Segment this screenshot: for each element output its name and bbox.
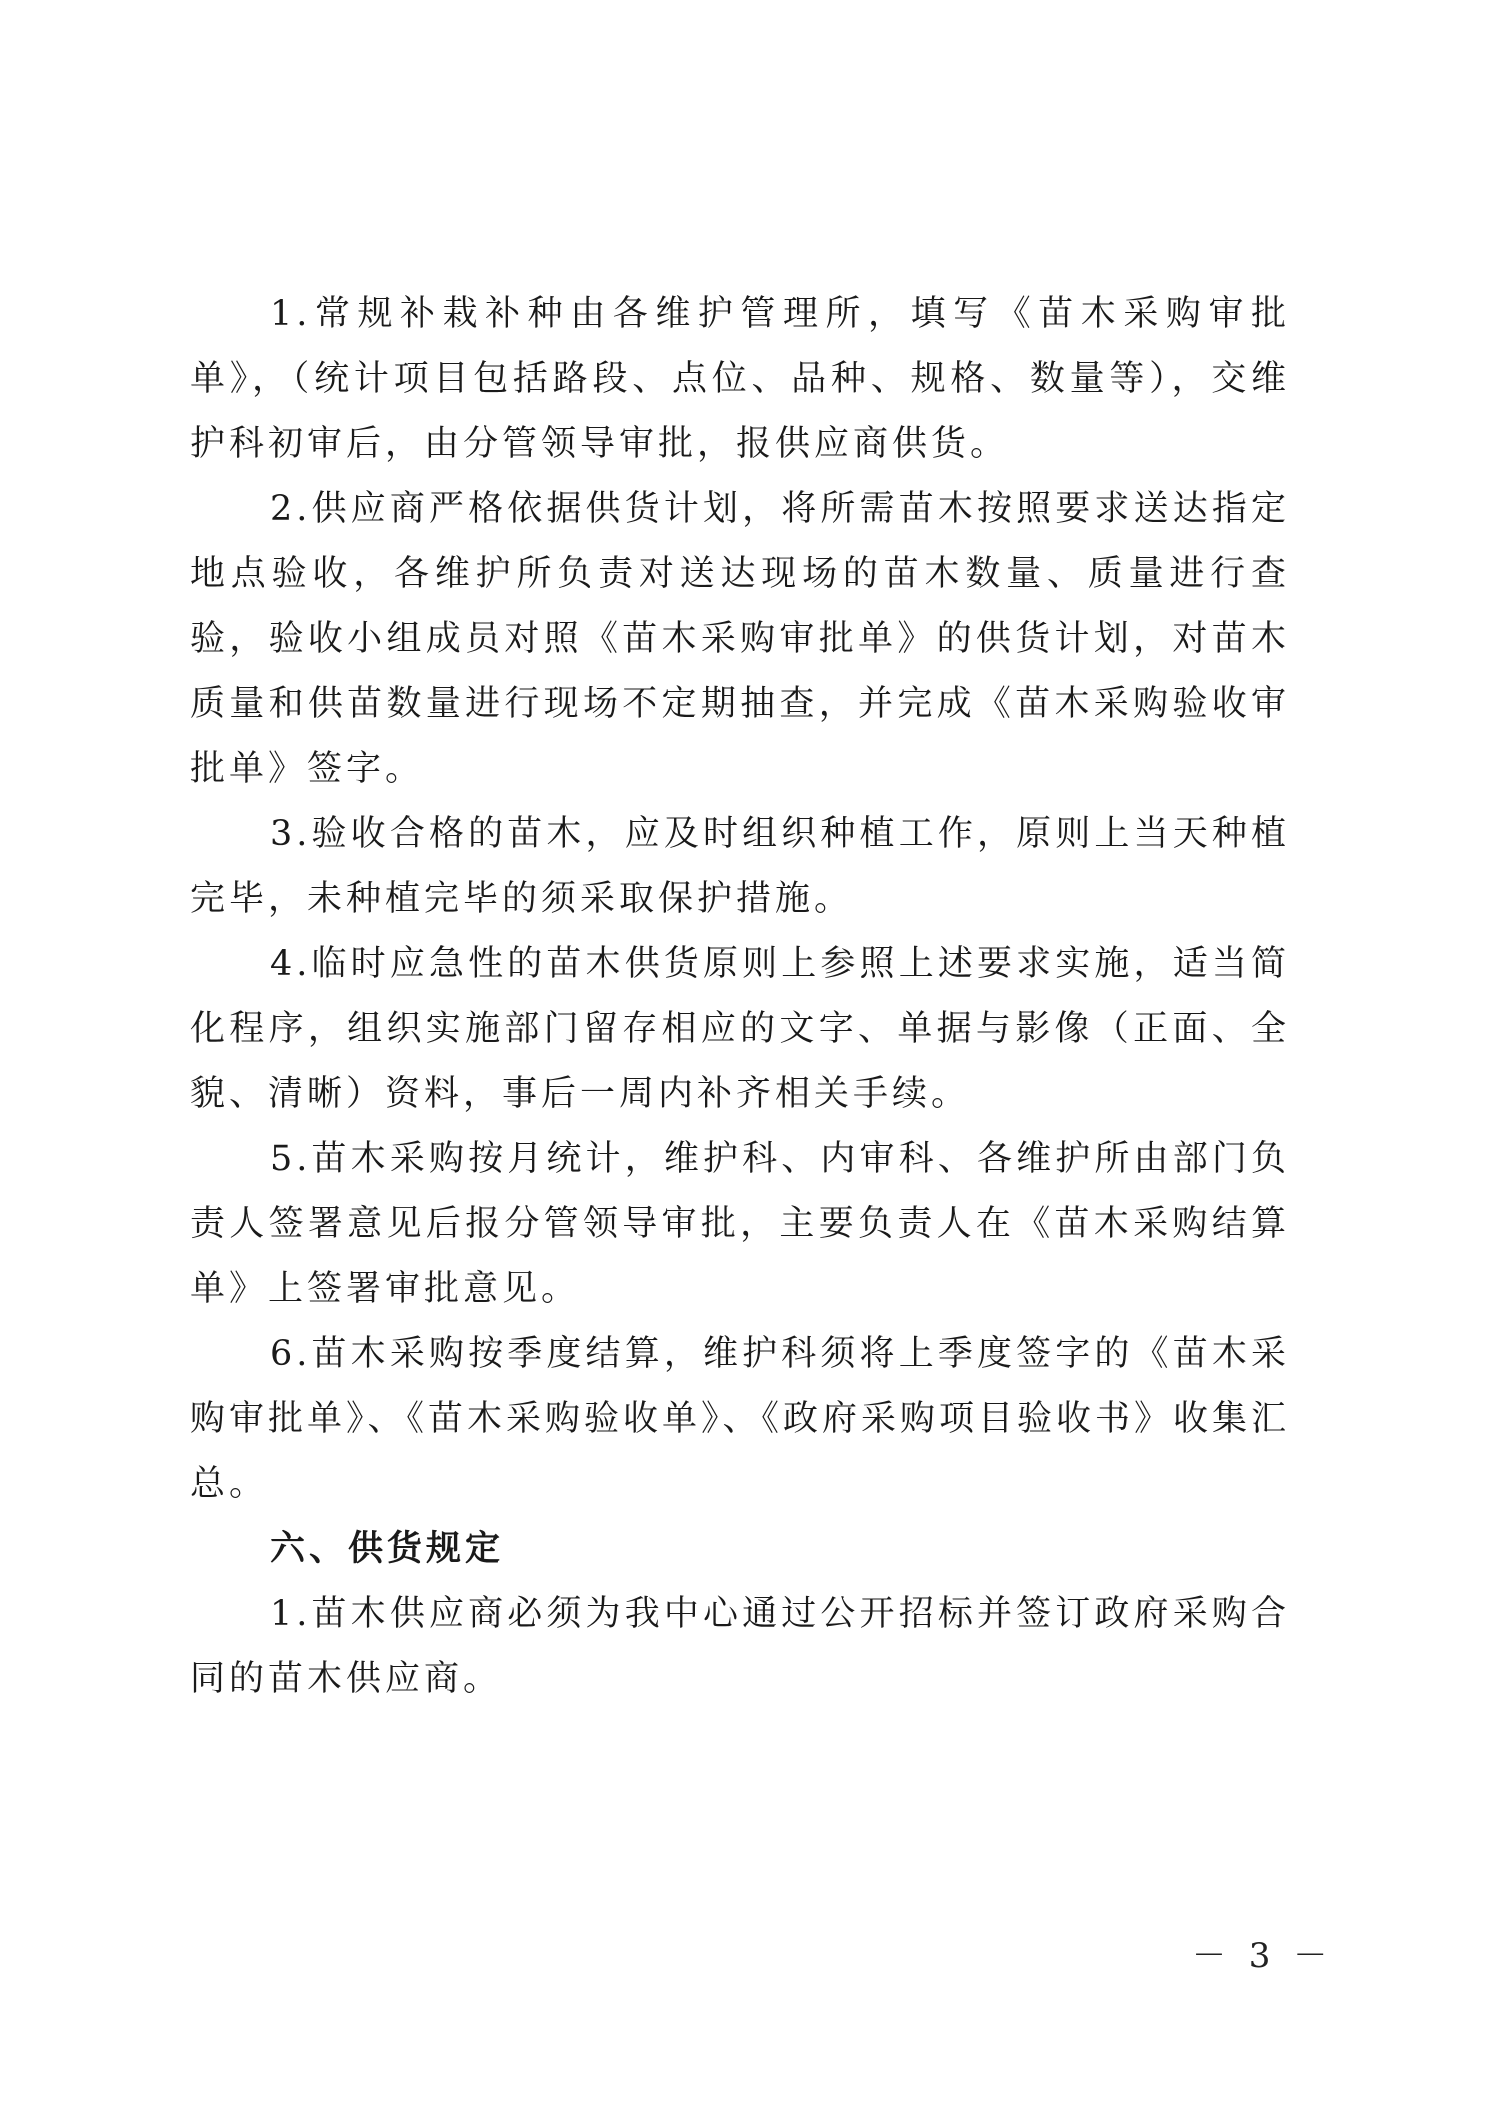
document-body [190,282,1290,1712]
paragraph-6: 6.苗木采购按季度结算，维护科须将上季度签字的《苗木采购审批单》、《苗木采购验收单》、《政府采购项目验收书》收集汇总。 [190,1334,1291,1504]
paragraph-3: 3.验收合格的苗木，应及时组织种植工作，原则上当天种植完毕，未种植完毕的须采取保护措施。 [190,814,1290,919]
paragraph-4: 4.临时应急性的苗木供货原则上参照上述要求实施，适当简化程序，组织实施部门留存相应的文字、单据与影像（正面、全貌、清晰）资料，事后一周内补齐相关手续。 [190,944,1290,1114]
paragraph-2: 2.供应商严格依据供货计划，将所需苗木按照要求送达指定地点验收，各维护所负责对送达现场的苗木数量、质量进行查验，验收小组成员对照《苗木采购审批单》的供货计划，对苗木质量和供苗数量进行现场不定期抽查，并完成《苗木采购验收审批单》签字。 [190,489,1290,789]
page-number: － 3 － [1192,1936,1334,1976]
paragraph-5: 5.苗木采购按月统计，维护科、内审科、各维护所由部门负责人签署意见后报分管领导审批，主要负责人在《苗木采购结算单》上签署审批意见。 [190,1139,1290,1309]
section-paragraph-1: 1.苗木供应商必须为我中心通过公开招标并签订政府采购合同的苗木供应商。 [190,1594,1290,1699]
section-heading: 六、供货规定 [270,1529,505,1569]
paragraph-1: 1.常规补栽补种由各维护管理所，填写《苗木采购审批单》，（统计项目包括路段、点位、品种、规格、数量等），交维护科初审后，由分管领导审批，报供应商供货。 [190,294,1290,464]
